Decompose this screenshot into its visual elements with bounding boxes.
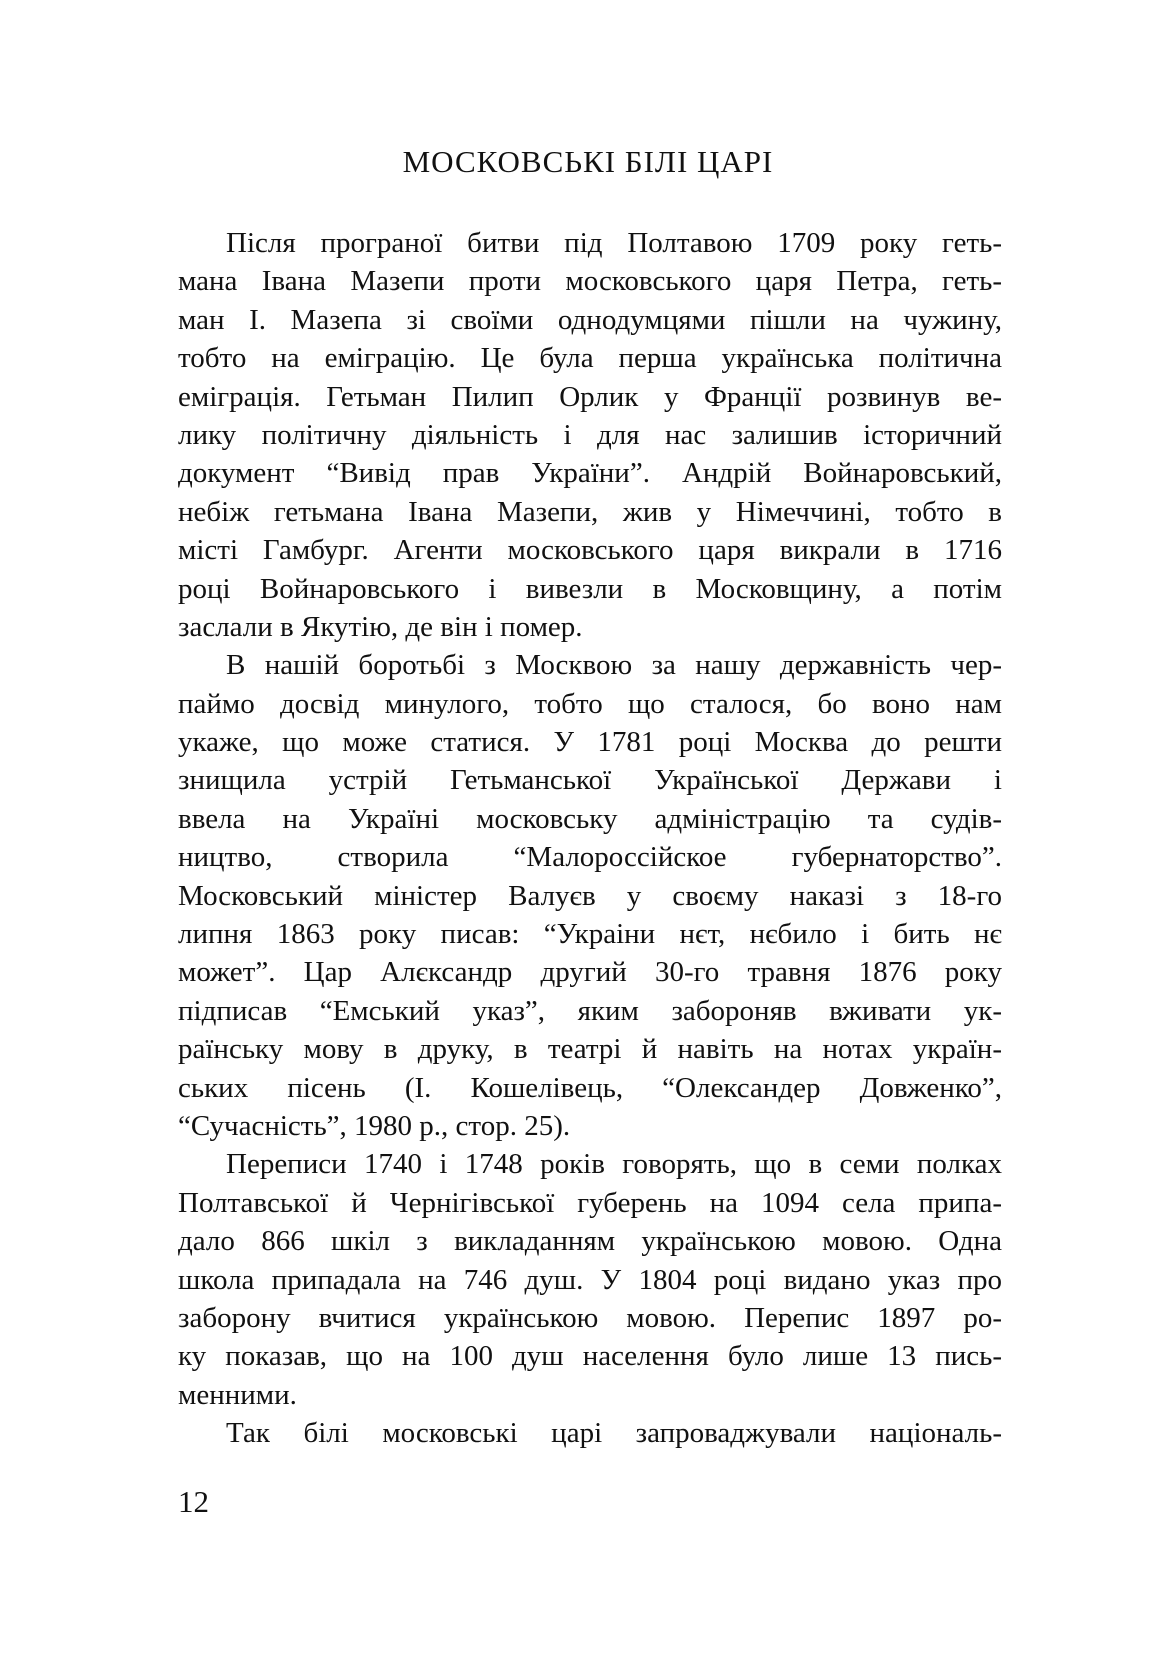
text-line: Після програної битви під Полтавою 1709 року геть-	[226, 227, 1002, 259]
text-line: ман І. Мазепа зі своїми однодумцями пішли на чужину,	[178, 303, 1002, 336]
text-line: ництво, створила “Малороссійское губернаторство”.	[178, 841, 1002, 874]
text-line: дало 866 шкіл з викладанням українською мовою. Одна	[178, 1225, 1002, 1258]
body-text	[178, 224, 1002, 1453]
text-line: В нашій боротьбі з Москвою за нашу державність чер-	[226, 649, 1002, 682]
text-line: заборону вчитися українською мовою. Перепис 1897 ро-	[178, 1301, 1002, 1334]
text-line: еміграція. Гетьман Пилип Орлик у Франції розвинув ве-	[178, 380, 1002, 413]
text-line: підписав “Емський указ”, яким забороняв вживати ук-	[178, 994, 1002, 1027]
text-line: лику політичну діяльність і для нас залишив історичний	[178, 418, 1002, 451]
text-line: Московський міністер Валуєв у своєму наказі з 18-го	[178, 879, 1002, 912]
text-line: небіж гетьмана Івана Мазепи, жив у Німеччині, тобто в	[178, 495, 1002, 528]
text-line: менними.	[178, 1378, 297, 1411]
text-line: документ “Вивід прав України”. Андрій Войнаровський,	[178, 457, 1002, 490]
page-number: 12	[178, 1484, 209, 1519]
text-line: тобто на еміграцію. Це була перша українська політична	[178, 342, 1002, 375]
text-line: школа припадала на 746 душ. У 1804 році видано указ про	[178, 1263, 1002, 1296]
text-line: Переписи 1740 і 1748 років говорять, що в семи полках	[226, 1148, 1002, 1181]
text-line: “Сучасність”, 1980 р., стор. 25).	[178, 1109, 571, 1142]
text-line: укаже, що може статися. У 1781 році Москва до решти	[178, 726, 1002, 759]
chapter-title: МОСКОВСЬКІ БІЛІ ЦАРІ	[402, 144, 774, 179]
text-line: знищила устрій Гетьманської Української Держави і	[178, 764, 1002, 797]
text-line: місті Гамбург. Агенти московського царя викрали в 1716	[178, 534, 1002, 567]
text-line: ських пісень (І. Кошелівець, “Олександер Довженко”,	[178, 1071, 1002, 1104]
text-line: раїнську мову в друку, в театрі й навіть на нотах україн-	[178, 1033, 1002, 1066]
text-line: році Войнаровського і вивезли в Московщину, а потім	[178, 572, 1002, 605]
text-line: Так білі московські царі запроваджували національ-	[226, 1417, 1002, 1450]
text-line: заслали в Якутію, де він і помер.	[178, 610, 583, 643]
text-line: ввела на Україні московську адміністрацію та судів-	[178, 802, 1002, 835]
text-line: может”. Цар Алєксандр другий 30-го травня 1876 року	[178, 956, 1002, 989]
text-line: ку показав, що на 100 душ населення було лише 13 пись-	[178, 1340, 1002, 1373]
text-line: паймо досвід минулого, тобто що сталося, бо воно нам	[178, 687, 1002, 720]
text-line: липня 1863 року писав: “Украіни нєт, нєбило і бить нє	[178, 918, 1002, 951]
text-line: мана Івана Мазепи проти московського царя Петра, геть-	[178, 265, 1002, 298]
text-line: Полтавської й Чернігівської губерень на 1094 села припа-	[178, 1186, 1002, 1219]
